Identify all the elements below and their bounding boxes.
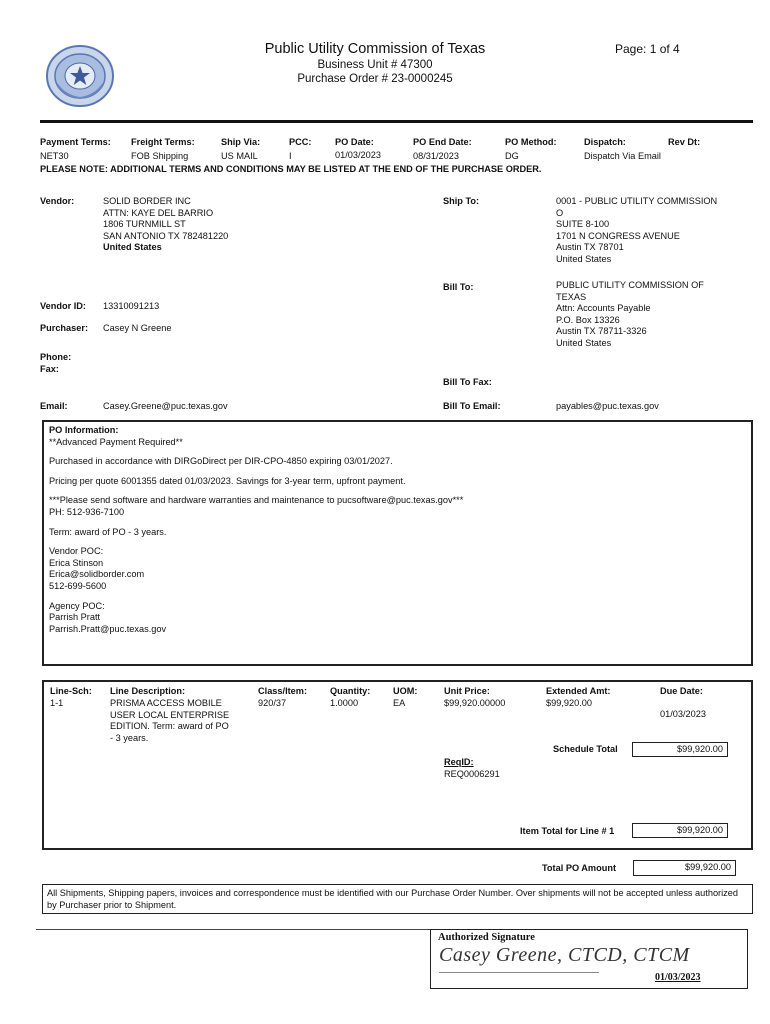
line-sch-header: Line-Sch:	[50, 686, 92, 696]
ship-via-value: US MAIL	[221, 151, 258, 161]
line-sch-value: 1-1	[50, 698, 64, 708]
freight-terms-label: Freight Terms:	[131, 137, 195, 147]
line-description-header: Line Description:	[110, 686, 186, 696]
req-id-value: REQ0006291	[444, 769, 500, 779]
unit-price-header: Unit Price:	[444, 686, 490, 696]
shipment-notice-box	[42, 884, 753, 914]
total-po-amount-label: Total PO Amount	[542, 863, 617, 873]
item-total-value: $99,920.00	[632, 823, 728, 838]
po-date-label: PO Date:	[335, 137, 374, 147]
dispatch-label: Dispatch:	[584, 137, 626, 147]
bill-to-address	[556, 280, 746, 350]
texas-state-seal-icon	[45, 44, 115, 108]
ship-to-line: United States	[556, 253, 612, 264]
ship-to-line: O	[556, 207, 564, 218]
ship-to-address	[556, 196, 746, 266]
schedule-total-label: Schedule Total	[553, 744, 618, 754]
pcc-value: I	[289, 151, 292, 161]
header-divider	[40, 120, 753, 123]
req-id-label: ReqID:	[444, 757, 474, 767]
state-seal	[45, 44, 115, 108]
bill-to-line: PUBLIC UTILITY COMMISSION OF	[556, 280, 704, 290]
bill-to-email-value: payables@puc.texas.gov	[556, 401, 659, 411]
line-description-value: PRISMA ACCESS MOBILE USER LOCAL ENTERPRISE EDITION. Term: award of PO - 3 years.	[110, 698, 230, 743]
po-info-paragraph: Vendor POC: Erica Stinson Erica@solidborder.com 512-699-5600	[49, 546, 145, 591]
fax-label: Fax:	[40, 364, 59, 374]
ship-via-label: Ship Via:	[221, 137, 261, 147]
bill-to-line: United States	[556, 337, 612, 348]
uom-value: EA	[393, 698, 406, 708]
signature-line	[439, 972, 599, 973]
dispatch-value: Dispatch Via Email	[584, 151, 661, 161]
signature-date: 01/03/2023	[655, 972, 701, 983]
quantity-header: Quantity:	[330, 686, 371, 696]
bill-to-email-label: Bill To Email:	[443, 401, 501, 411]
business-unit: Business Unit # 47300	[317, 59, 433, 71]
class-item-value: 920/37	[258, 698, 287, 708]
rev-dt-label: Rev Dt:	[668, 137, 701, 147]
ship-to-line: 0001 - PUBLIC UTILITY COMMISSION	[556, 196, 718, 206]
bill-to-line: P.O. Box 13326	[556, 314, 620, 325]
vendor-address-line: SAN ANTONIO TX 782481220	[103, 230, 229, 241]
phone-label: Phone:	[40, 352, 72, 362]
shipment-notice-text: All Shipments, Shipping papers, invoices and correspondence must be identified with our Purchase Order Number. Over shipments will not be accepted unless authorized by Purchaser prior to Shipment.	[47, 888, 738, 910]
vendor-address	[103, 196, 228, 254]
po-information-title: PO Information:	[49, 425, 119, 435]
uom-header: UOM:	[393, 686, 418, 696]
purchaser-label: Purchaser:	[40, 323, 89, 333]
po-info-paragraph: ***Please send software and hardware warranties and maintenance to pucsoftware@puc.texas.gov*** PH: 512-936-7100	[49, 495, 464, 517]
quantity-value: 1.0000	[330, 698, 359, 708]
po-end-date-label: PO End Date:	[413, 137, 472, 147]
handwritten-signature: Casey Greene, CTCD, CTCM	[439, 944, 690, 966]
po-info-paragraph: Term: award of PO - 3 years.	[49, 526, 167, 537]
total-po-amount-value: $99,920.00	[633, 860, 736, 876]
vendor-address-line: ATTN: KAYE DEL BARRIO	[103, 207, 214, 218]
po-info-paragraph: Pricing per quote 6001355 dated 01/03/2023. Savings for 3-year term, upfront payment.	[49, 475, 406, 486]
po-information-content	[49, 425, 739, 635]
vendor-id-value: 13310091213	[103, 301, 160, 311]
authorized-signature-label: Authorized Signature	[438, 932, 535, 943]
po-information-box	[42, 420, 753, 666]
line-items-box	[42, 680, 753, 850]
po-date-value: 01/03/2023	[335, 150, 381, 160]
document-title: Public Utility Commission of Texas	[264, 41, 486, 57]
unit-price-value: $99,920.00000	[444, 698, 506, 708]
class-item-header: Class/Item:	[258, 686, 308, 696]
pcc-label: PCC:	[289, 137, 312, 147]
freight-terms-value: FOB Shipping	[131, 151, 189, 161]
payment-terms-value: NET30	[40, 151, 69, 161]
payment-terms-label: Payment Terms:	[40, 137, 111, 147]
ship-to-label: Ship To:	[443, 196, 480, 206]
po-end-date-value: 08/31/2023	[413, 151, 459, 161]
bill-to-line: Austin TX 78711-3326	[556, 326, 647, 337]
email-value: Casey.Greene@puc.texas.gov	[103, 401, 228, 411]
purchase-order-number: Purchase Order # 23-0000245	[297, 73, 453, 85]
extended-amt-header: Extended Amt:	[546, 686, 611, 696]
vendor-label: Vendor:	[40, 196, 75, 206]
bill-to-label: Bill To:	[443, 282, 474, 292]
vendor-country: United States	[103, 242, 162, 253]
ship-to-line: Austin TX 78701	[556, 242, 624, 253]
item-total-label: Item Total for Line # 1	[520, 826, 615, 836]
due-date-header: Due Date:	[660, 686, 703, 696]
extended-amt-value: $99,920.00	[546, 698, 592, 708]
vendor-address-line: 1806 TURNMILL ST	[103, 219, 186, 230]
po-info-paragraph: Purchased in accordance with DIRGoDirect per DIR-CPO-4850 expiring 03/01/2027.	[49, 456, 393, 467]
ship-to-line: 1701 N CONGRESS AVENUE	[556, 230, 680, 241]
vendor-address-line: SOLID BORDER INC	[103, 196, 191, 206]
due-date-value: 01/03/2023	[660, 709, 706, 719]
terms-note: PLEASE NOTE: ADDITIONAL TERMS AND CONDITIONS MAY BE LISTED AT THE END OF THE PURCHASE ORDER.	[40, 164, 542, 174]
bill-to-line: TEXAS	[556, 291, 587, 302]
email-label: Email:	[40, 401, 68, 411]
purchaser-value: Casey N Greene	[103, 323, 172, 333]
page-number: Page: 1 of 4	[615, 42, 680, 56]
po-method-label: PO Method:	[505, 137, 557, 147]
bill-to-fax-label: Bill To Fax:	[443, 377, 492, 387]
schedule-total-value: $99,920.00	[632, 742, 728, 757]
signature-box	[430, 929, 748, 989]
po-method-value: DG	[505, 151, 519, 161]
po-info-paragraph: **Advanced Payment Required**	[49, 436, 183, 447]
bill-to-line: Attn: Accounts Payable	[556, 303, 651, 314]
vendor-id-label: Vendor ID:	[40, 301, 86, 311]
po-info-paragraph: Agency POC: Parrish Pratt Parrish.Pratt@puc.texas.gov	[49, 600, 167, 634]
ship-to-line: SUITE 8-100	[556, 219, 610, 230]
